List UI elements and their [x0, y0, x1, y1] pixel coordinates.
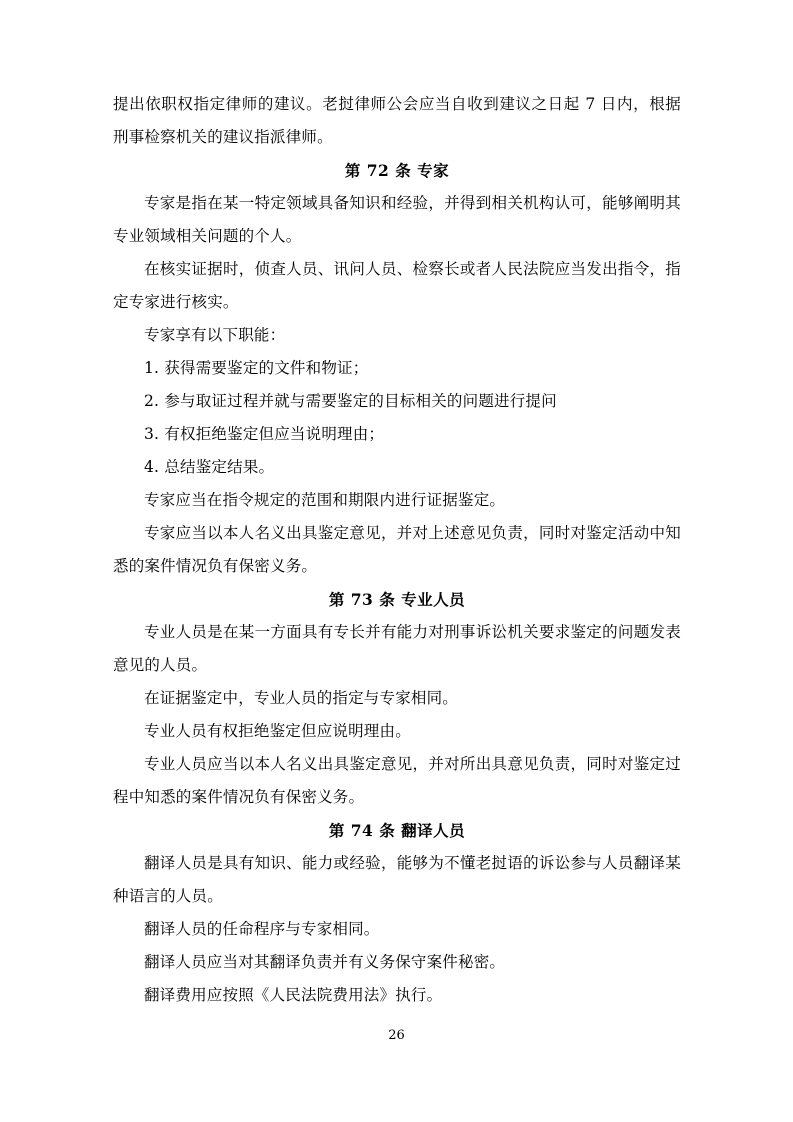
paragraph: 专业人员有权拒绝鉴定但应说明理由。 [144, 722, 411, 740]
paragraph: 专家是指在某一特定领域具备知识和经验，并得到相关机构认可，能够阐明其专业领域相关问题的个人。 [113, 194, 681, 245]
paragraph: 翻译人员是具有知识、能力或经验，能够为不懂老挝语的诉讼参与人员翻译某种语言的人员。 [113, 854, 681, 905]
paragraph: 专业人员是在某一方面具有专长并有能力对刑事诉讼机关要求鉴定的问题发表意见的人员。 [113, 623, 681, 674]
list-item: 2. 参与取证过程并就与需要鉴定的目标相关的问题进行提问 [144, 392, 557, 410]
paragraph: 专业人员应当以本人名义出具鉴定意见，并对所出具意见负责，同时对鉴定过程中知悉的案件情况负有保密义务。 [113, 755, 681, 806]
paragraph: 翻译费用应按照《人民法院费用法》执行。 [144, 986, 443, 1004]
article-heading-74: 第 74 条 翻译人员 [328, 821, 466, 840]
paragraph: 在证据鉴定中，专业人员的指定与专家相同。 [144, 689, 459, 707]
article-heading-72: 第 72 条 专家 [344, 161, 450, 180]
paragraph: 专家享有以下职能： [144, 326, 286, 344]
paragraph: 翻译人员的任命程序与专家相同。 [144, 920, 380, 938]
paragraph-continuation: 提出依职权指定律师的建议。老挝律师公会应当自收到建议之日起 7 日内，根据刑事检察机关的建议指派律师。 [113, 95, 681, 146]
paragraph: 专家应当以本人名义出具鉴定意见，并对上述意见负责，同时对鉴定活动中知悉的案件情况负有保密义务。 [113, 524, 681, 575]
list-item: 1. 获得需要鉴定的文件和物证； [144, 359, 369, 377]
article-heading-73: 第 73 条 专业人员 [328, 590, 466, 609]
page-number: 26 [388, 1028, 405, 1043]
paragraph: 专家应当在指令规定的范围和期限内进行证据鉴定。 [144, 491, 506, 509]
list-item: 3. 有权拒绝鉴定但应当说明理由； [144, 425, 385, 443]
list-item: 4. 总结鉴定结果。 [144, 458, 275, 476]
page-body [113, 88, 681, 1012]
paragraph: 在核实证据时，侦查人员、讯问人员、检察长或者人民法院应当发出指令，指定专家进行核实。 [113, 260, 681, 311]
paragraph: 翻译人员应当对其翻译负责并有义务保守案件秘密。 [144, 953, 506, 971]
